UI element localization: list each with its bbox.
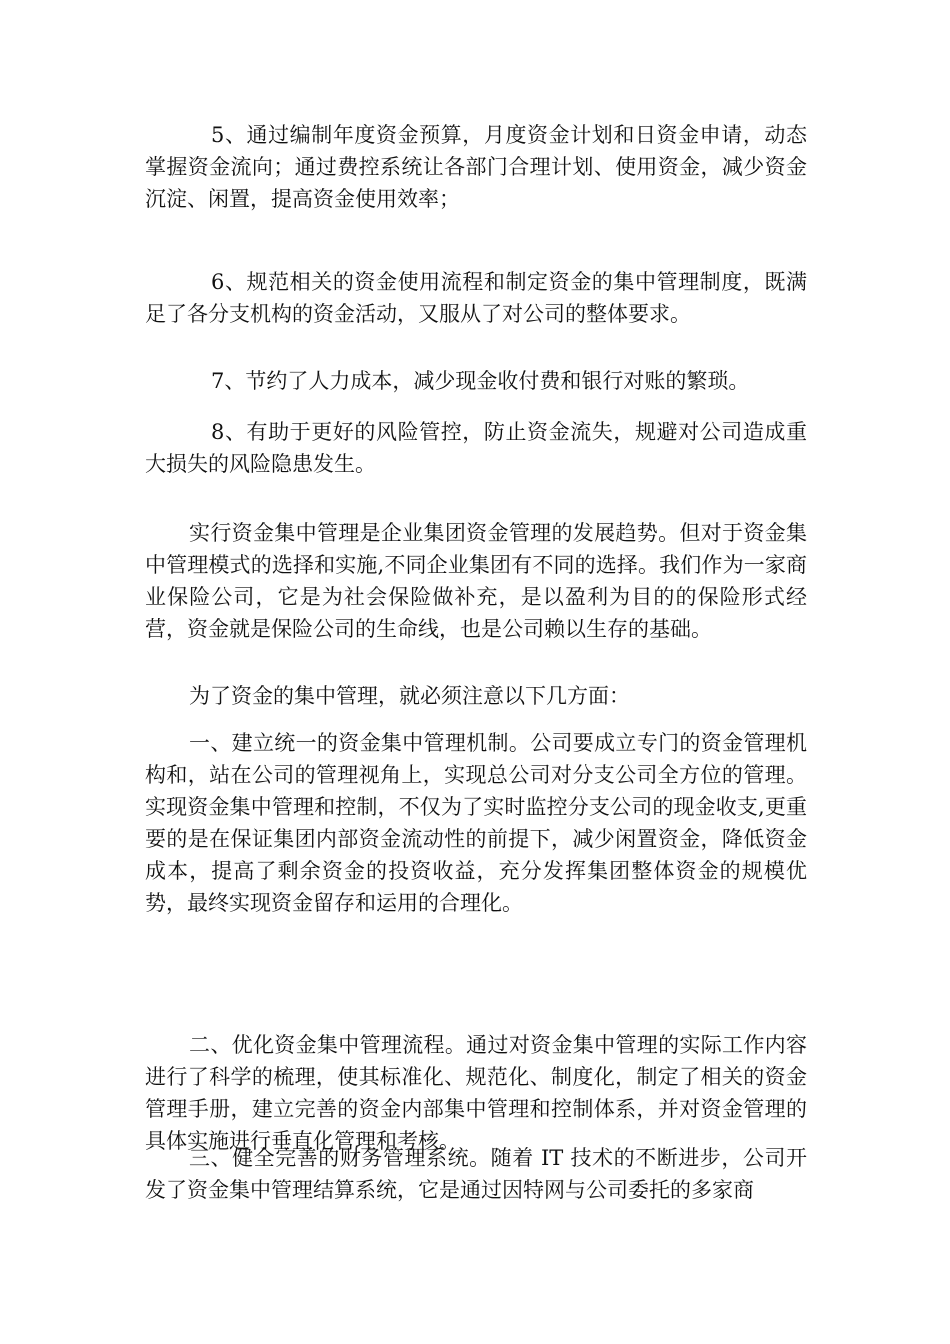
- paragraph-lead-in: 为了资金的集中管理，就必须注意以下几方面：: [189, 684, 630, 708]
- paragraph-section-one: 一、建立统一的资金集中管理机制。公司要成立专门的资金管理机构和，站在公司的管理视角上，实现总公司对分支公司全方位的管理。实现资金集中管理和控制，不仅为了实时监控分支公司的现金收支,更重要的是在保证集团内部资金流动性的前提下，减少闲置资金，降低资金成本，提高了剩余资金的投资收益，充分发挥集团整体资金的规模优势，最终实现资金留存和运用的合理化。: [145, 731, 807, 915]
- paragraph-intro: 实行资金集中管理是企业集团资金管理的发展趋势。但对于资金集中管理模式的选择和实施,不同企业集团有不同的选择。我们作为一家商业保险公司，它是为社会保险做补充，是以盈利为目的的保险形式经营，资金就是保险公司的生命线，也是公司赖以生存的基础。: [145, 521, 807, 641]
- paragraph-section-two: 二、优化资金集中管理流程。通过对资金集中管理的实际工作内容进行了科学的梳理，使其标准化、规范化、制度化，制定了相关的资金管理手册，建立完善的资金内部集中管理和控制体系，并对资金管理的具体实施进行垂直化管理和考核。: [145, 1033, 807, 1153]
- paragraph-item-7: 7、节约了人力成本，减少现金收付费和银行对账的繁琐。: [211, 369, 750, 393]
- paragraph-item-5: 5、通过编制年度资金预算，月度资金计划和日资金申请，动态掌握资金流向；通过费控系统让各部门合理计划、使用资金，减少资金沉淀、闲置，提高资金使用效率；: [145, 123, 807, 211]
- paragraph-item-8: 8、有助于更好的风险管控，防止资金流失，规避对公司造成重大损失的风险隐患发生。: [145, 420, 807, 476]
- paragraph-item-6: 6、规范相关的资金使用流程和制定资金的集中管理制度，既满足了各分支机构的资金活动，又服从了对公司的整体要求。: [145, 270, 807, 326]
- paragraph-section-three: 三、健全完善的财务管理系统。随着 IT 技术的不断进步，公司开发了资金集中管理结算系统，它是通过因特网与公司委托的多家商: [145, 1146, 807, 1202]
